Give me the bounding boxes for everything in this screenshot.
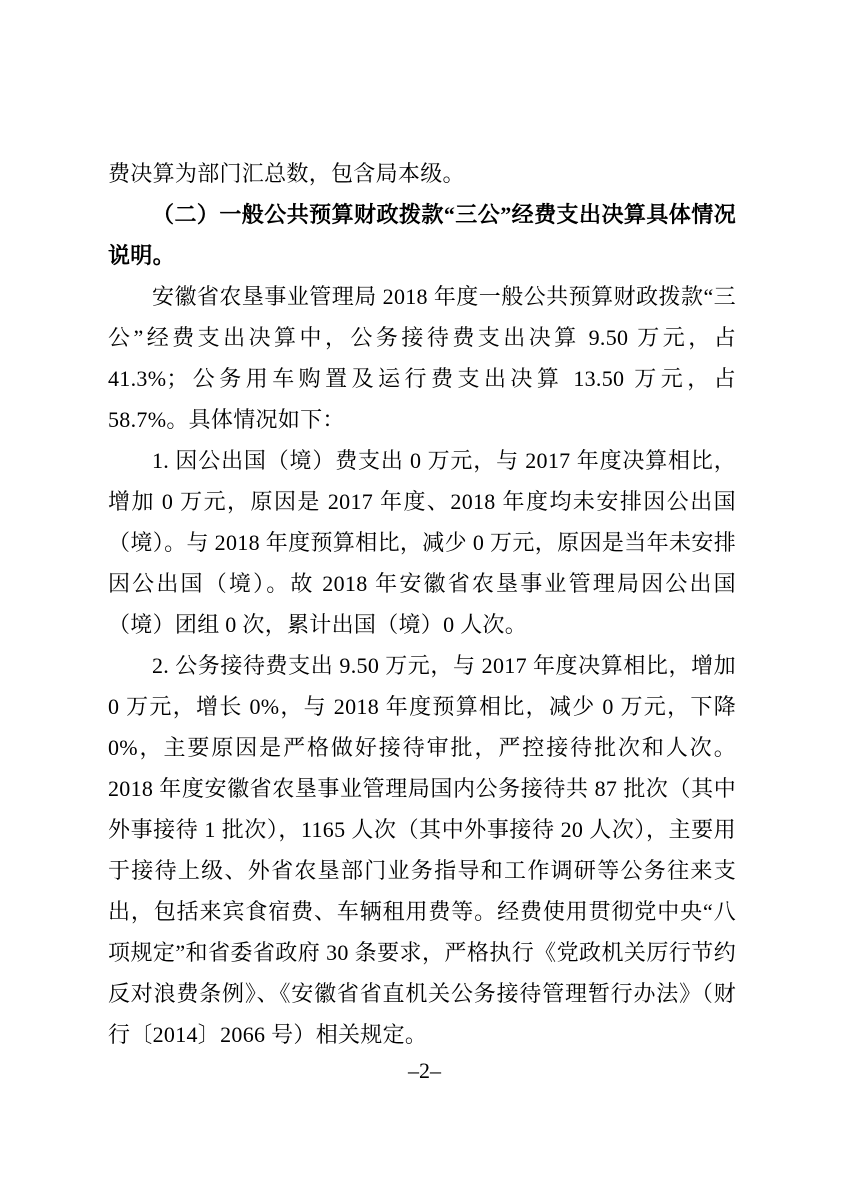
item-1-paragraph: 1. 因公出国（境）费支出 0 万元，与 2017 年度决算相比，增加 0 万元，原因是 2017 年度、2018 年度均未安排因公出国（境）。与 2018 年度预算相比，减少 0 万元，原因是当年未安排因公出国（境）。故 2018 年安徽省农垦事业管理局因公出国（境）团组 0 次，累计出国（境）0 人次。 [108,448,736,637]
continuation-paragraph: 费决算为部门汇总数，包含局本级。 [108,161,465,186]
document-body [108,153,736,1055]
section-heading: （二）一般公共预算财政拨款“三公”经费支出决算具体情况说明。 [108,202,736,268]
item-2-paragraph: 2. 公务接待费支出 9.50 万元，与 2017 年度决算相比，增加 0 万元，增长 0%，与 2018 年度预算相比，减少 0 万元，下降 0%，主要原因是严格做好接待审批，严控接待批次和人次。2018 年度安徽省农垦事业管理局国内公务接待共 87 批次（其中外事接待 1 批次），1165 人次（其中外事接待 20 人次），主要用于接待上级、外省农垦部门业务指导和工作调研等公务往来支出，包括来宾食宿费、车辆租用费等。经费使用贯彻党中央“八项规定”和省委省政府 30 条要求，严格执行《党政机关厉行节约反对浪费条例》、《安徽省省直机关公务接待管理暂行办法》（财行〔2014〕2066 号）相关规定。 [108,653,736,1047]
intro-paragraph: 安徽省农垦事业管理局 2018 年度一般公共预算财政拨款“三公”经费支出决算中，公务接待费支出决算 9.50 万元，占 41.3%；公务用车购置及运行费支出决算 13.50 万元，占 58.7%。具体情况如下： [108,284,736,432]
page-number: –2– [408,1058,441,1083]
